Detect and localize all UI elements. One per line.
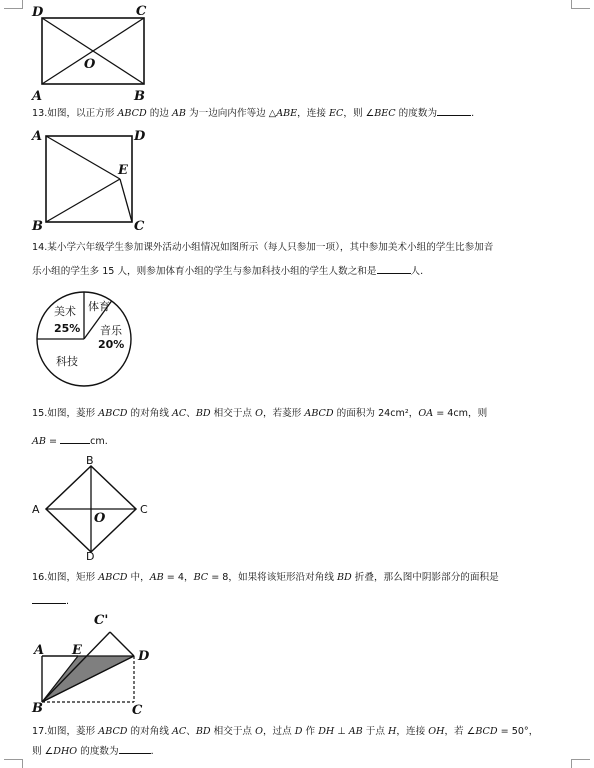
q17-math: OH (428, 726, 445, 737)
fig16-label-a: A (34, 643, 45, 658)
q15-math: ABCD (304, 408, 334, 419)
pie-label-meishu: 美术 (54, 305, 76, 318)
fig16-label-c-prime: C' (94, 613, 109, 628)
q17-text: 作 (302, 726, 319, 737)
q17-text: = 50°， (497, 726, 539, 737)
q14-text: 人. (410, 266, 424, 277)
q17-math: D (294, 726, 303, 737)
question-14 (32, 236, 572, 284)
q15-math: AC (171, 408, 187, 419)
figure-q16-folded-rectangle (28, 614, 168, 720)
q17-text: ⊥ (334, 726, 349, 737)
q17-text: 的对角线 (127, 726, 172, 737)
q15-text: cm. (90, 436, 108, 447)
pie-label-keji: 科技 (56, 355, 78, 368)
q17-math: AC (171, 726, 187, 737)
q13-math: AB (171, 108, 186, 119)
question-17 (32, 720, 572, 764)
corner-mark-top-left (4, 0, 23, 9)
q15-text: ，若菱形 (262, 408, 305, 419)
q15-math: BD (195, 408, 211, 419)
q17-math: BCD (475, 726, 498, 737)
q17-math: BD (195, 726, 211, 737)
q15-text: 15.如图，菱形 (32, 408, 99, 419)
question-16 (32, 566, 572, 614)
fig13-label-e: E (118, 163, 128, 178)
q15-line-2 (32, 430, 572, 454)
q15-text: 的面积为 24cm²， (333, 408, 419, 419)
pie-label-yinyue: 音乐 (100, 324, 122, 337)
q17-text: 的度数为 (77, 746, 119, 757)
q13-math: ABE (276, 108, 298, 119)
answer-blank (437, 105, 471, 116)
q17-text: ，若 ∠ (444, 726, 476, 737)
fig13-label-b: B (32, 219, 43, 234)
q15-text: 的对角线 (127, 408, 172, 419)
q17-text: 相交于点 (210, 726, 256, 737)
q16-math: ABCD (98, 572, 128, 583)
fig15-label-c: C (140, 503, 148, 516)
q15-text: 、 (186, 408, 196, 419)
fig15-label-b: B (86, 454, 94, 467)
fig16-label-b: B (32, 701, 43, 716)
pie-label-tiyu: 体育 (88, 300, 110, 313)
corner-mark-bottom-left (4, 759, 23, 768)
fig12-label-b: B (134, 89, 145, 104)
q15-text: = (45, 436, 61, 447)
fig15-label-o: O (94, 511, 106, 526)
q17-text: 则 ∠ (32, 746, 54, 757)
q17-text: 17.如图，菱形 (32, 726, 99, 737)
q16-text: = 4， (163, 572, 194, 583)
q16-math: BD (336, 572, 352, 583)
q13-math: ABCD (117, 108, 147, 119)
q15-math: AB (32, 436, 46, 447)
q17-math: AB (348, 726, 363, 737)
q15-text: 相交于点 (210, 408, 256, 419)
q15-math: ABCD (98, 408, 128, 419)
fig12-label-d: D (32, 5, 44, 20)
q16-math: BC (193, 572, 209, 583)
fig12-label-c: C (136, 4, 147, 19)
figure-q13-square (28, 126, 158, 238)
fig12-label-o: O (84, 57, 96, 72)
q14-line-1: 14.某小学六年级学生参加课外活动小组情况如图所示（每人只参加一项），其中参加美术小组的学生比参加音 (32, 242, 494, 253)
question-13 (32, 102, 572, 126)
figure-q15-rhombus (28, 452, 158, 562)
q17-math: O (255, 726, 263, 737)
q13-math: BEC (374, 108, 396, 119)
q17-text: 、 (186, 726, 196, 737)
answer-blank (60, 433, 90, 444)
fig12-label-a: A (32, 89, 43, 104)
pie-value-yinyue: 20% (98, 338, 125, 351)
q17-math: DH (318, 726, 335, 737)
q17-math: H (388, 726, 397, 737)
q16-math: AB (149, 572, 164, 583)
q15-math: OA (418, 408, 434, 419)
figure-q12-rectangle (28, 4, 158, 104)
q17-text: ，过点 (262, 726, 295, 737)
fig13-label-c: C (134, 219, 145, 234)
q17-math: ABCD (98, 726, 128, 737)
q13-text: 的度数为 (395, 108, 438, 119)
q16-text: 16.如图，矩形 (32, 572, 99, 583)
pie-value-meishu: 25% (54, 322, 81, 335)
answer-blank (32, 593, 66, 604)
fig13-label-d: D (134, 129, 146, 144)
q17-math: DHO (53, 746, 78, 757)
q16-text: 中， (127, 572, 150, 583)
answer-blank (119, 743, 151, 754)
q13-math: EC (329, 108, 344, 119)
q13-text: ，连接 (297, 108, 330, 119)
q17-text: 于点 (362, 726, 389, 737)
corner-mark-bottom-right (571, 759, 590, 768)
q15-line-1 (32, 402, 572, 426)
fig15-label-d: D (86, 550, 95, 563)
q14-line-2 (32, 260, 572, 284)
q13-text: 为一边向内作等边 △ (185, 108, 277, 119)
q13-text: . (471, 108, 475, 119)
q15-math: O (255, 408, 263, 419)
q16-text: 折叠，那么图中阴影部分的面积是 (351, 572, 499, 583)
q17-text: ，连接 (396, 726, 429, 737)
q14-text: 乐小组的学生多 15 人，则参加体育小组的学生与参加科技小组的学生人数之和是 (32, 266, 377, 277)
q16-text: . (66, 596, 70, 607)
answer-blank (377, 263, 411, 274)
fig16-label-e: E (72, 643, 82, 658)
q13-text: 的边 (146, 108, 172, 119)
q16-line-1 (32, 566, 572, 590)
corner-mark-top-right (571, 0, 590, 9)
q13-text: ，则 ∠ (343, 108, 375, 119)
q16-text: = 8，如果将该矩形沿对角线 (208, 572, 337, 583)
question-15 (32, 402, 572, 454)
q13-text: 13.如图，以正方形 (32, 108, 118, 119)
fig13-label-a: A (32, 129, 43, 144)
fig15-label-a: A (32, 503, 40, 516)
fig16-label-d: D (138, 649, 150, 664)
q15-text: = 4cm，则 (433, 408, 488, 419)
fig16-label-c: C (132, 703, 143, 718)
q16-line-2 (32, 590, 572, 614)
q17-text: . (150, 746, 154, 757)
figure-q14-pie-chart (30, 290, 140, 390)
